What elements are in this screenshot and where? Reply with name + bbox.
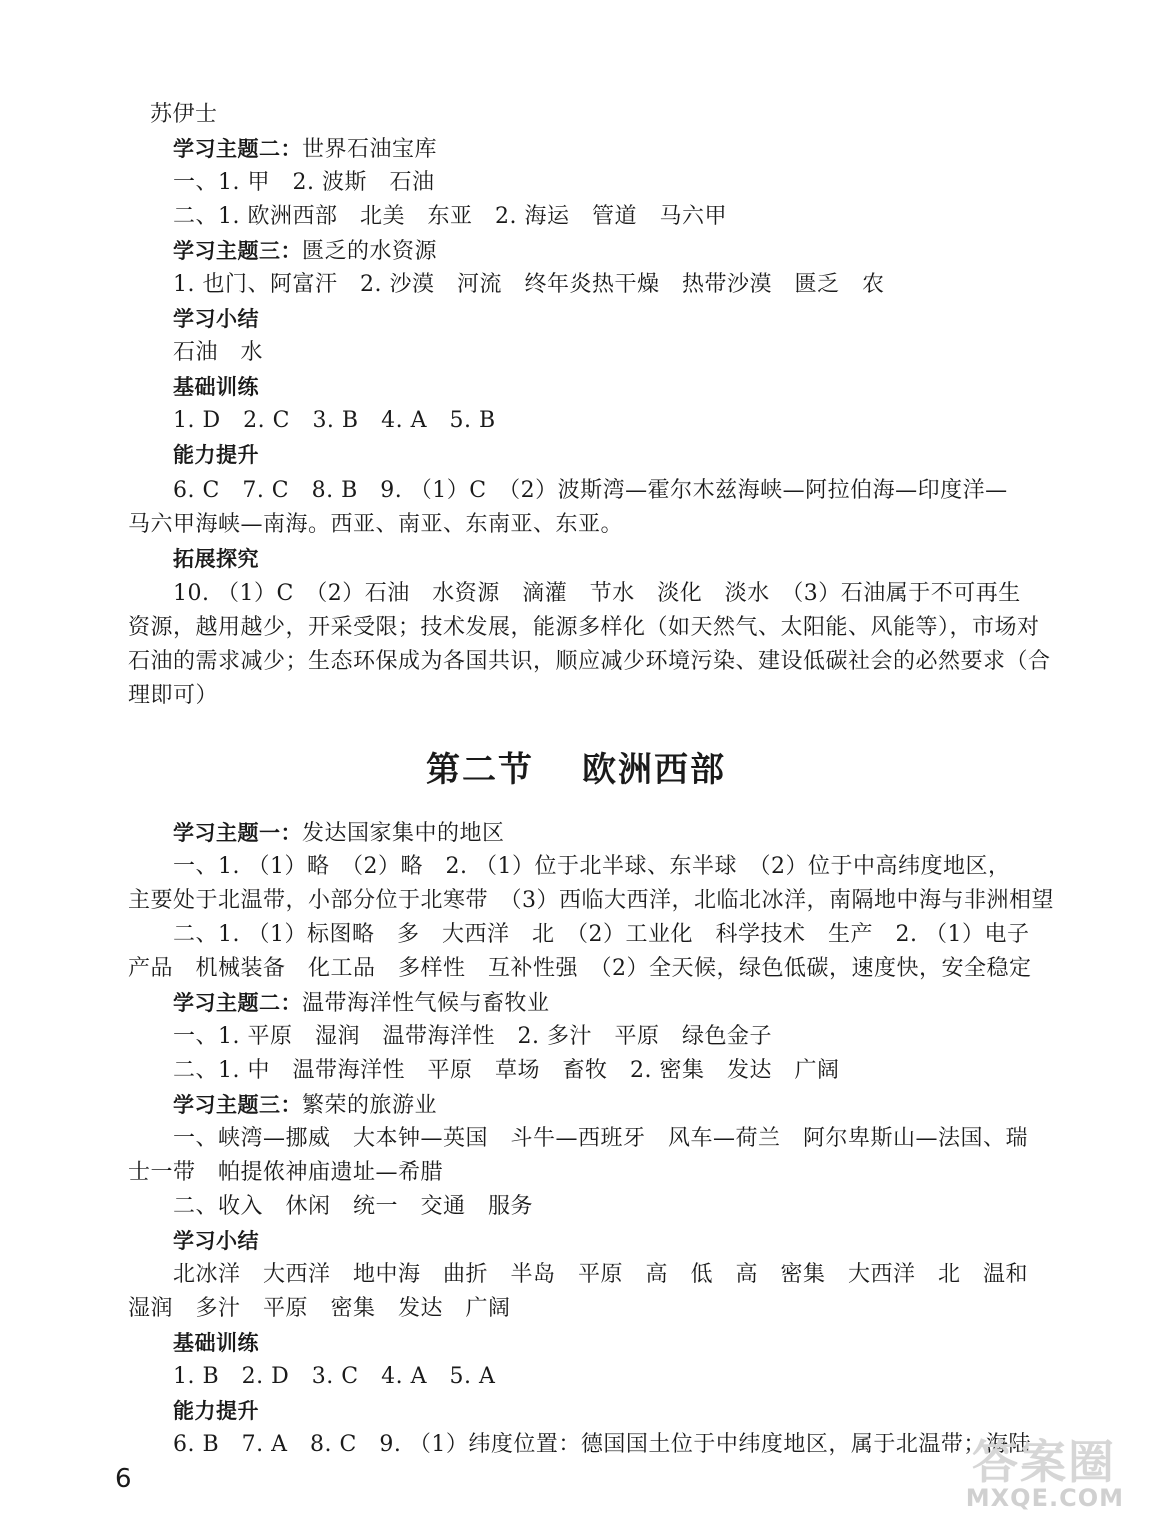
text-line: 主要处于北温带，小部分位于北寒带 （3）西临大西洋，北临北冰洋，南隔地中海与非洲相望: [128, 888, 1055, 913]
topic-heading: [0, 132, 1152, 167]
text-line: 马六甲海峡—南海。西亚、南亚、东南亚、东亚。: [128, 512, 624, 537]
section-number: 第二节: [426, 750, 534, 790]
ability-heading: 能力提升: [173, 443, 259, 467]
watermark-url: MXQE.COM: [965, 1484, 1124, 1512]
topic-title: 温带海洋性气候与畜牧业: [302, 991, 550, 1016]
text-line: 苏伊士: [150, 102, 218, 127]
text-line: 理即可）: [128, 683, 219, 708]
text-line: 10. （1）C （2）石油 水资源 滴灌 节水 淡化 淡水 （3）石油属于不可再生: [173, 581, 1021, 606]
text-line: 二、1. 中 温带海洋性 平原 草场 畜牧 2. 密集 发达 广阔: [173, 1058, 840, 1083]
text-line: 6. B 7. A 8. C 9. （1）纬度位置：德国国土位于中纬度地区，属于北温带；海陆: [173, 1432, 1031, 1457]
topic-title: 匮乏的水资源: [302, 239, 438, 264]
topic-label: 学习主题一：: [173, 821, 302, 845]
topic-label: 学习主题三：: [173, 239, 302, 263]
basic-training-heading: 基础训练: [173, 1331, 259, 1355]
summary-heading: 学习小结: [173, 1229, 259, 1253]
text-line: 1. 也门、阿富汗 2. 沙漠 河流 终年炎热干燥 热带沙漠 匮乏 农: [173, 272, 885, 297]
text-line: 一、1. 平原 湿润 温带海洋性 2. 多汁 平原 绿色金子: [173, 1024, 772, 1049]
topic-heading: [0, 234, 1152, 269]
watermark-text: 答案圈: [972, 1435, 1116, 1489]
topic-heading: [0, 1088, 1152, 1123]
summary-heading: 学习小结: [173, 307, 259, 331]
text-line: 1. D 2. C 3. B 4. A 5. B: [173, 408, 496, 433]
topic-heading: [0, 816, 1152, 851]
text-line: 北冰洋 大西洋 地中海 曲折 半岛 平原 高 低 高 密集 大西洋 北 温和: [173, 1262, 1029, 1287]
ability-heading: 能力提升: [173, 1399, 259, 1423]
topic-label: 学习主题二：: [173, 137, 302, 161]
text-line: 资源，越用越少，开采受限；技术发展，能源多样化（如天然气、太阳能、风能等），市场对: [128, 615, 1040, 640]
topic-label: 学习主题三：: [173, 1093, 302, 1117]
extension-heading: 拓展探究: [173, 547, 259, 571]
topic-title: 世界石油宝库: [302, 137, 438, 162]
text-line: 6. C 7. C 8. B 9. （1）C （2）波斯湾—霍尔木兹海峡—阿拉伯海—印度洋—: [173, 478, 1008, 503]
topic-title: 繁荣的旅游业: [302, 1093, 438, 1118]
text-line: 湿润 多汁 平原 密集 发达 广阔: [128, 1296, 511, 1321]
text-line: 士一带 帕提侬神庙遗址—希腊: [128, 1160, 444, 1185]
text-line: 二、收入 休闲 统一 交通 服务: [173, 1194, 534, 1219]
page-number: 6: [115, 1464, 132, 1494]
watermark-logo: [932, 1426, 1132, 1516]
topic-heading: [0, 986, 1152, 1021]
text-line: 产品 机械装备 化工品 多样性 互补性强 （2）全天候，绿色低碳，速度快，安全稳定: [128, 956, 1032, 981]
topic-label: 学习主题二：: [173, 991, 302, 1015]
text-line: 一、1. 甲 2. 波斯 石油: [173, 170, 435, 195]
text-line: 石油 水: [173, 340, 264, 365]
section-name: 欧洲西部: [582, 750, 726, 790]
text-line: 石油的需求减少；生态环保成为各国共识，顺应减少环境污染、建设低碳社会的必然要求（合: [128, 649, 1051, 674]
section-title: [0, 740, 1152, 800]
text-line: 二、1. 欧洲西部 北美 东亚 2. 海运 管道 马六甲: [173, 204, 727, 229]
text-line: 一、1. （1）略 （2）略 2. （1）位于北半球、东半球 （2）位于中高纬度地区，: [173, 854, 1011, 879]
text-line: 1. B 2. D 3. C 4. A 5. A: [173, 1364, 496, 1389]
text-line: 二、1. （1）标图略 多 大西洋 北 （2）工业化 科学技术 生产 2. （1）电子: [173, 922, 1030, 947]
topic-title: 发达国家集中的地区: [302, 821, 505, 846]
text-line: 一、峡湾—挪威 大本钟—英国 斗牛—西班牙 风车—荷兰 阿尔卑斯山—法国、瑞: [173, 1126, 1029, 1151]
basic-training-heading: 基础训练: [173, 375, 259, 399]
